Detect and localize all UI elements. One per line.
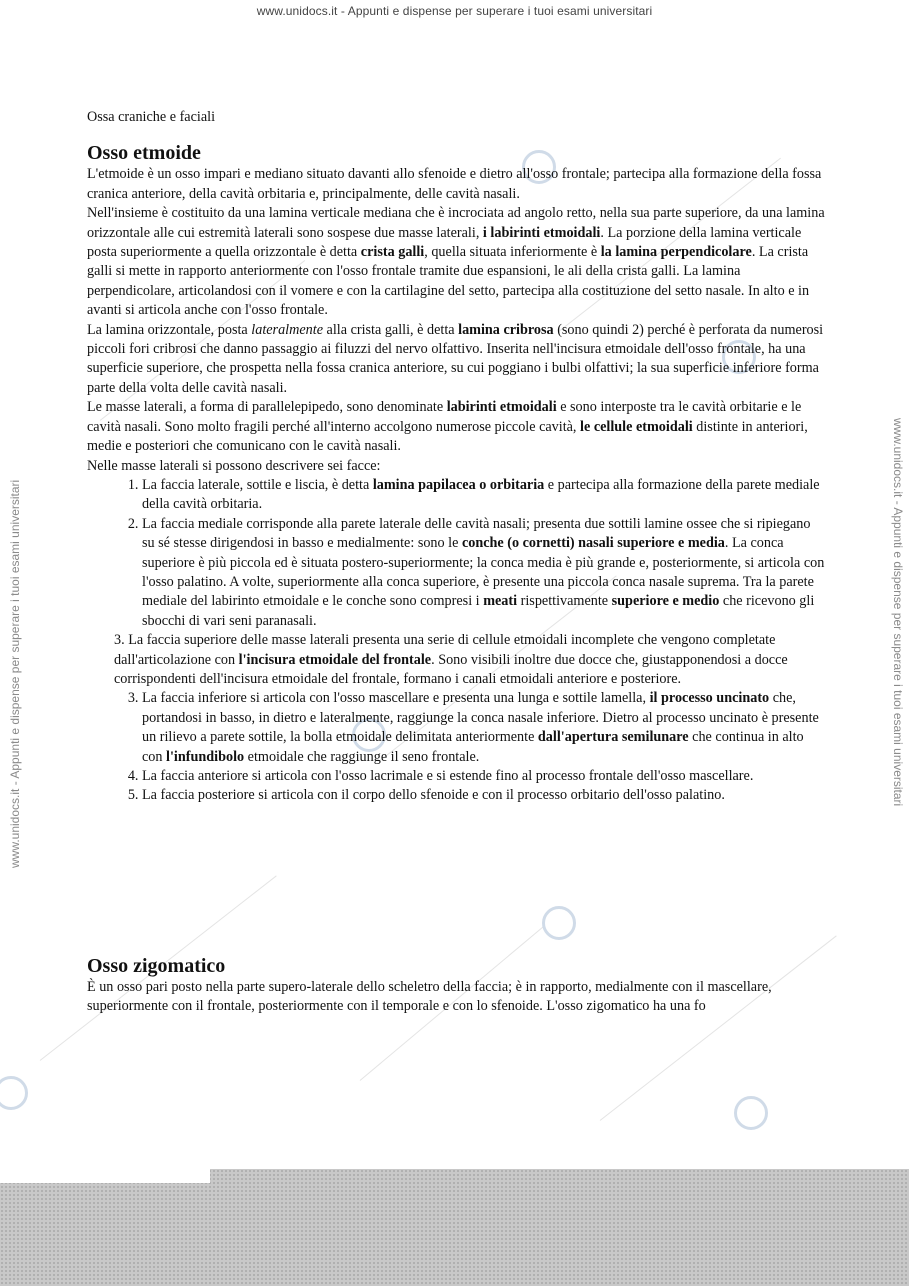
paragraph: La lamina orizzontale, posta lateralmente alla crista galli, è detta lamina cribrosa (sono quindi 2) perché è perforata da numerosi piccoli fori cribrosi che danno passaggio ai filuzzi del nervo olfattivo. Inserita nell'incisura etmoidale dell'osso frontale, ha una superficie superiore, che prospetta nella fossa cranica anteriore, su cui poggiano i bulbi olfattivi; la sua superficie inferiore forma parte della volta delle cavità nasali.	[87, 321, 824, 396]
paragraph: Nell'insieme è costituito da una lamina verticale mediana che è incrociata ad angolo retto, nella sua parte superiore, da una lamina orizzontale alle cui estremità laterali sono sospese due masse laterali, i labirinti etmoidali. La porzione della lamina verticale posta superiormente a quella orizzontale è detta crista galli, quella situata inferiormente è la lamina perpendicolare. La crista galli si mette in rapporto anteriormente con l'osso frontale tramite due espansioni, le ali della crista galli. La lamina perpendicolare, articolandosi con il vomere e con la cartilagine del setto, partecipa alla costituzione del setto nasale. In alto e in avanti si articola anche con l'osso frontale.	[87, 205, 825, 319]
section-title-zigomatico: Osso zigomatico	[87, 954, 226, 977]
list-item: 3. La faccia inferiore si articola con l'osso mascellare e presenta una lunga e sottile lamella, il processo uncinato che, portandosi in basso, in dietro e lateralmente, raggiunge la conca nasale inferiore. Dietro al processo uncinato è presente un rilievo a parete sottile, la bolla etmoidale delimitata anteriormente dall'apertura semilunare che continua in alto con l'infundibolo etmoidale che raggiunge il seno frontale.	[142, 689, 825, 767]
paragraph: Le masse laterali, a forma di parallelepipedo, sono denominate labirinti etmoidali e sono interposte tra le cavità orbitarie e le cavità nasali. Sono molto fragili perché all'interno accolgono numerose piccole cavità, le cellule etmoidali distinte in anteriori, medie e posteriori che comunicano con le cavità nasali.	[87, 399, 808, 455]
paragraph: È un osso pari posto nella parte supero-laterale dello scheletro della faccia; è in rapporto, medialmente con il mascellare, superiormente con il frontale, posteriormente con il temporale e con lo sfenoide. L'osso zigomatico ha una fo	[87, 978, 772, 1015]
section-title-etmoide: Osso etmoide	[87, 142, 201, 165]
watermark-logo-icon	[0, 1076, 28, 1110]
list-item: 1. La faccia laterale, sottile e liscia, è detta lamina papilacea o orbitaria e partecipa alla formazione della parete mediale della cavità orbitaria.	[142, 476, 825, 515]
list-item: 4. La faccia anteriore si articola con l'osso lacrimale e si estende fino al processo frontale dell'osso mascellare.	[142, 767, 825, 786]
paragraph: L'etmoide è un osso impari e mediano situato davanti allo sfenoide e dietro all'osso frontale; partecipa alla formazione della fossa cranica anteriore, della cavità orbitaria e, principalmente, delle cavità nasali.	[87, 166, 822, 202]
list-item: 5. La faccia posteriore si articola con il corpo dello sfenoide e con il processo orbitario dell'osso palatino.	[142, 786, 825, 805]
right-side-watermark: www.unidocs.it - Appunti e dispense per superare i tuoi esami universitari	[891, 418, 905, 807]
document-body	[87, 108, 825, 1017]
watermark-logo-icon	[734, 1096, 768, 1130]
faces-list	[87, 689, 825, 805]
list-item: 2. La faccia mediale corrisponde alla parete laterale delle cavità nasali; presenta due sottili lamine ossee che si ripiegano su sé stesse dirigendosi in basso e medialmente: sono le conche (o cornetti) nasali superiore e media. La conca superiore è più piccola ed è situata postero-superiormente; la conca media è più grande e, posteriormente, si articola con l'osso palatino. A volte, superiormente alla conca superiore, è presente una piccola conca nasale suprema. Tra la parete mediale del labirinto etmoidale e le conche sono compresi i meati rispettivamente superiore e medio che ricevono gli sbocchi di vari seni paranasali.	[142, 515, 825, 631]
top-watermark-banner: www.unidocs.it - Appunti e dispense per superare i tuoi esami universitari	[256, 4, 653, 18]
left-side-watermark: www.unidocs.it - Appunti e dispense per superare i tuoi esami universitari	[8, 479, 22, 868]
paragraph: 3. La faccia superiore delle masse laterali presenta una serie di cellule etmoidali incomplete che vengono completate dall'articolazione con l'incisura etmoidale del frontale. Sono visibili inoltre due docce che, giustapponendosi a docce corrispondenti dell'incisura etmoidale del frontale, formano i canali etmoidali anteriore e posteriore.	[114, 632, 788, 687]
page-bottom-shadow	[0, 1169, 909, 1286]
document-header: Ossa craniche e faciali	[87, 109, 216, 125]
faces-list	[87, 476, 825, 631]
spacer	[87, 806, 825, 954]
paragraph: Nelle masse laterali si possono descrivere sei facce:	[87, 457, 381, 474]
